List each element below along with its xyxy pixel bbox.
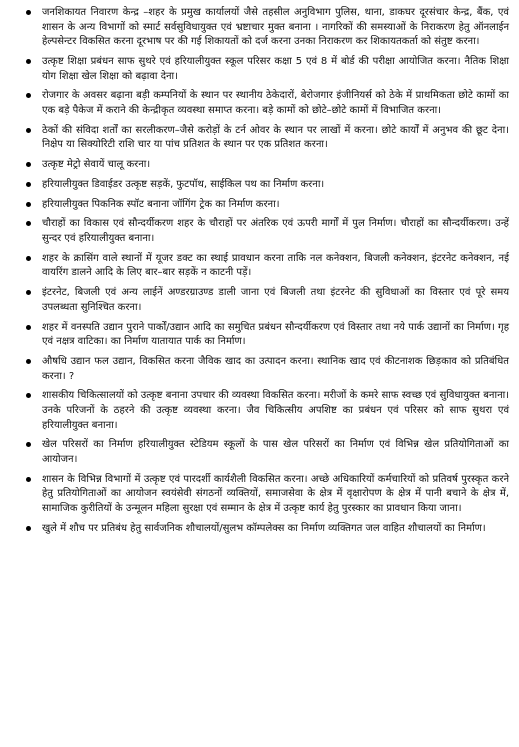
bullet-icon <box>26 359 31 364</box>
list-item-text: शासकीय चिकित्सालयों को उत्कृष्ट बनाना उपचार की व्यवस्था विकसित करना। मरीजों के कमरे साफ स्वच्छ एवं सुविधायुक्त बनाना। उनके परिजनों के ठहरने की उत्कृष्ट व्यवस्था करना। जैव चिकित्सीय अपशिष्ट का प्रबंधन एवं परिसर को साफ सुथरा एवं हरियालीयुक्त बनाना। <box>42 390 509 431</box>
list-item-text: खुले में शौच पर प्रतिबंध हेतु सार्वजनिक शौचालयों/सुलभ कॉम्पलेक्स का निर्माण व्यक्तिगत जल वाहित शौचालयों का निर्माण। <box>42 522 486 534</box>
list-item <box>30 355 509 384</box>
list-item <box>30 438 509 467</box>
bullet-icon <box>26 526 31 531</box>
list-item <box>30 6 509 50</box>
bullet-icon <box>26 325 31 330</box>
list-item-text: शासन के विभिन्न विभागों में उत्कृष्ट एवं पारदर्शी कार्यशैली विकसित करना। अच्छे अधिकारियों कर्मचारियों को प्रतिवर्ष पुरस्कृत करने हेतु प्रतियोगिताओं का आयोजन स्वयंसेवी संगठनों व्यक्तियों, समाजसेवा के क्षेत्र में वृक्षारोपण के क्षेत्र में पानी बचाने के क्षेत्र में, सामाजिक कुरीतियों के उन्मूलन महिला सुरक्षा एवं सम्मान के क्षेत्र में उत्कृष्ट कार्य हेतु पुरस्कार का प्रावधान किया जाना। <box>42 473 509 514</box>
list-item-text: जनशिकायत निवारण केन्द्र –शहर के प्रमुख कार्यालयों जैसे तहसील अनुविभाग पुलिस, थाना, डाकघर दूरसंचार केन्द्र, बैंक, एवं शासन के अन्य विभागों को स्मार्ट सर्वसुविधायुक्त एवं भ्रष्टाचार मुक्त बनाना । नागरिकों की समस्याओं के निराकरण हेतु ऑनलाईन हेल्पसेन्टर विकसित करना दूरभाष पर की गई शिकायतों को दर्ज करना उनका निराकरण कर शिकायतकर्ता को संतुष्ट करना। <box>42 7 509 48</box>
list-item <box>30 522 509 537</box>
list-item-text: चौराहों का विकास एवं सौन्दर्यीकरण शहर के चौराहों पर अंतरिक एवं ऊपरी मार्गों में पुल निर्माण। चौराहों का सौन्दर्यीकरण। उन्हें सुन्दर एवं हरियालीयुक्त बनाना। <box>42 218 509 245</box>
list-item <box>30 158 509 173</box>
list-item <box>30 89 509 118</box>
list-item-text: उत्कृष्ट शिक्षा प्रबंधन साफ सुथरे एवं हरियालीयुक्त स्कूल परिसर कक्षा 5 एवं 8 में बोर्ड की परीक्षा आयोजित करना। नैतिक शिक्षा योग शिक्षा खेल शिक्षा को बढ़ावा देना। <box>42 55 509 82</box>
bullet-icon <box>26 93 31 98</box>
bullet-icon <box>26 221 31 226</box>
list-item <box>30 124 509 153</box>
list-item-text: शहर में वनस्पति उद्यान पुराने पार्कों/उद्यान आदि का समुचित प्रबंधन सौन्दर्यीकरण एवं विस्तार तथा नये पार्क उद्यानों का निर्माण। गृह एवं नक्षत्र वाटिका। का निर्माण यातायात पार्क का निर्माण। <box>42 321 509 348</box>
bullet-icon <box>26 202 31 207</box>
list-item-text: औषधि उद्यान फल उद्यान, विकसित करना जैविक खाद का उत्पादन करना। स्थानिक खाद एवं कीटनाशक छिड़काव को प्रतिबंधित करना। ? <box>42 355 509 382</box>
list-item-text: इंटरनेट, बिजली एवं अन्य लाईनें अण्डरग्राउण्ड डाली जाना एवं बिजली तथा इंटरनेट की सुविधाओं का विस्तार एवं पूरे समय उपलब्धता सुनिश्चित करना। <box>42 287 509 313</box>
bullet-icon <box>26 290 31 295</box>
bullet-icon <box>26 393 31 398</box>
bullet-icon <box>26 442 31 447</box>
bullet-icon <box>26 162 31 167</box>
list-item-text: हरियालीयुक्त पिकनिक स्पॉट बनाना जॉगिंग ट्रेक का निर्माण करना। <box>42 198 280 210</box>
list-item-text: शहर के क्रासिंग वाले स्थानों में यूजर डक्ट का स्थाई प्रावधान करना ताकि नल कनेक्शन, बिजली कनेक्शन, इंटरनेट कनेक्शन, नई वायरिंग डालने आदि के लिए बार–बार सड़कें न काटनी पड़ें। <box>42 252 509 279</box>
list-item <box>30 389 509 433</box>
list-item <box>30 286 509 315</box>
list-item <box>30 473 509 517</box>
bullet-list <box>30 6 509 536</box>
list-item <box>30 321 509 350</box>
bullet-icon <box>26 128 31 133</box>
bullet-icon <box>26 59 31 64</box>
list-item-text: उत्कृष्ट मेट्रो सेवायें चालू करना। <box>42 159 151 171</box>
bullet-icon <box>26 256 31 261</box>
bullet-icon <box>26 477 31 482</box>
bullet-icon <box>26 10 31 15</box>
list-item <box>30 55 509 84</box>
list-item-text: हरियालीयुक्त डिवाईडर उत्कृष्ट सड़कें, फुटपॉथ, साईकिल पथ का निर्माण करना। <box>42 178 325 190</box>
list-item-text: रोजगार के अवसर बढ़ाना बड़ी कम्पनियों के स्थान पर स्थानीय ठेकेदारों, बेरोजगार इंजीनियर्स को ठेके में प्राथमिकता छोटे कामों का एक बड़े पैकेज में कराने की केन्द्रीकृत व्यवस्था समाप्त करना। बड़े कामों को छोटे–छोटे कामों में विभाजित करना। <box>42 90 509 116</box>
list-item-text: खेल परिसरों का निर्माण हरियालीयुक्त स्टेडियम स्कूलों के पास खेल परिसरों का निर्माण एवं विभिन्न खेल प्रतियोगिताओं का आयोजन। <box>42 439 509 465</box>
list-item <box>30 217 509 246</box>
list-item <box>30 252 509 281</box>
list-item <box>30 178 509 193</box>
list-item-text: ठेकों की संविदा शर्तों का सरलीकरण–जैसे करोड़ों के टर्न ओवर के स्थान पर लाखों में करना। छोटे कार्यों में अनुभव की छूट देना। निक्षेप या सिक्योरिटी राशि चार या पांच प्रतिशत के स्थान पर एक प्रतिशत करना। <box>42 124 509 151</box>
bullet-icon <box>26 182 31 187</box>
list-item <box>30 198 509 213</box>
